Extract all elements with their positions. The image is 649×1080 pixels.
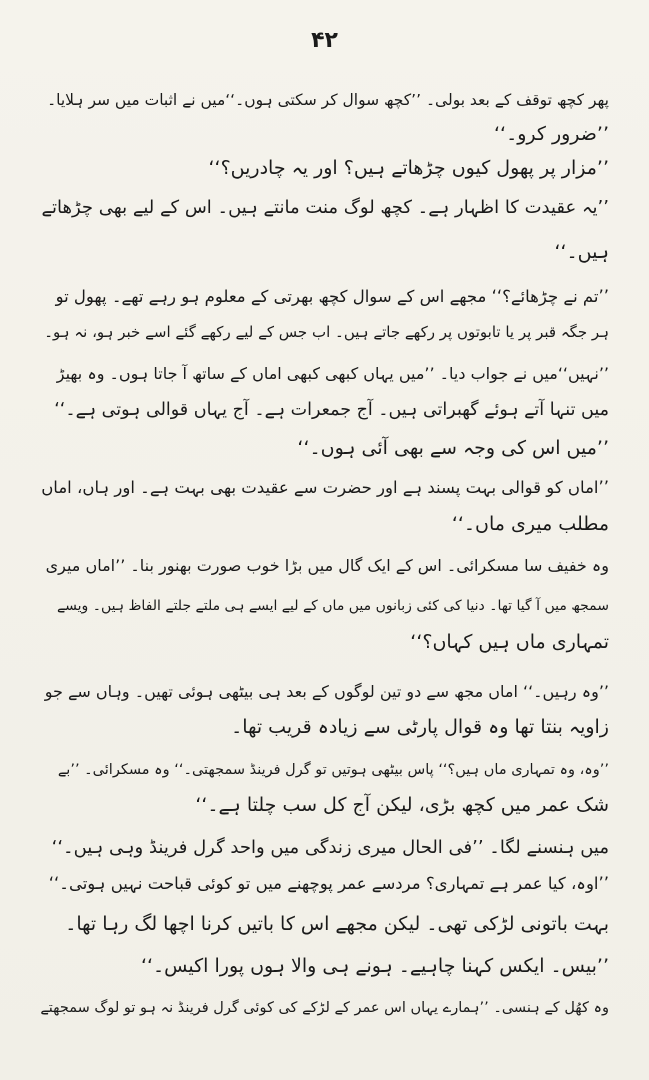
text-line: ’’میں اس کی وجہ سے بھی آئی ہوں۔‘‘ <box>297 437 609 459</box>
page-number: ۴۲ <box>311 28 338 53</box>
text-line: میں ہنسنے لگا۔ ’’فی الحال میری زندگی میں واحد گرل فرینڈ وہی ہیں۔‘‘ <box>51 837 609 858</box>
text-line: ’’ضرور کرو۔‘‘ <box>493 123 609 145</box>
text-line: ہر جگہ قبر پر یا تابوتوں پر رکھے جاتے ہیں۔ اب جس کے لیے رکھے گئے اسے خبر ہو، نہ ہو۔ <box>44 323 609 341</box>
text-line: ’’اماں کو قوالی بہت پسند ہے اور حضرت سے عقیدت بھی بہت ہے۔ اور ہاں، اماں <box>41 478 609 497</box>
text-line: ’’یہ عقیدت کا اظہار ہے۔ کچھ لوگ منت مانتے ہیں۔ اس کے لیے بھی چڑھاتے <box>41 197 609 218</box>
text-line: زاویہ بنتا تھا وہ قوال پارٹی سے زیادہ قریب تھا۔ <box>231 716 609 738</box>
text-line: ہیں۔‘‘ <box>554 241 609 263</box>
text-line: ’’وہ رہیں۔‘‘ اماں مجھ سے دو تین لوگوں کے بعد ہی بیٹھی ہوئی تھیں۔ وہاں سے جو <box>44 682 609 701</box>
text-line: وہ خفیف سا مسکرائی۔ اس کے ایک گال میں بڑا خوب صورت بھنور بنا۔ ’’اماں میری <box>45 556 609 575</box>
text-line: ’’تم نے چڑھائے؟‘‘ مجھے اس کے سوال کچھ بھرتی کے معلوم ہو رہے تھے۔ پھول تو <box>55 287 609 306</box>
text-line: وہ کھُل کے ہنسی۔ ’’ہمارے یہاں اس عمر کے لڑکے کی کوئی گرل فرینڈ نہ ہو تو لوگ سمجھتے <box>40 1000 609 1016</box>
text-line: ’’اوہ، کیا عمر ہے تمہاری؟ مردسے عمر پوچھنے میں تو کوئی قباحت نہیں ہوتی۔‘‘ <box>48 874 609 893</box>
text-line: ’’مزار پر پھول کیوں چڑھاتے ہیں؟ اور یہ چادریں؟‘‘ <box>208 157 609 179</box>
text-line: ’’وہ، وہ تمہاری ماں ہیں؟‘‘ پاس بیٹھی ہوتیں تو گرل فرینڈ سمجھتی۔‘‘ وہ مسکرائی۔ ’’بے <box>57 762 609 778</box>
text-line: مطلب میری ماں۔‘‘ <box>451 513 609 535</box>
text-line: سمجھ میں آ گیا تھا۔ دنیا کی کئی زبانوں میں ماں کے لیے ایسے ہی ملتے جلتے الفاظ ہیں۔ ویسے <box>56 598 609 614</box>
text-line: ’’نہیں‘‘میں نے جواب دیا۔ ’’میں یہاں کبھی کبھی اماں کے ساتھ آ جاتا ہوں۔ وہ بھیڑ <box>56 364 609 383</box>
text-line: تمہاری ماں ہیں کہاں؟‘‘ <box>410 631 609 653</box>
text-line: میں تنہا آتے ہوئے گھبراتی ہیں۔ آج جمعرات ہے۔ آج یہاں قوالی ہوتی ہے۔‘‘ <box>54 400 609 420</box>
text-line: پھر کچھ توقف کے بعد بولی۔ ’’کچھ سوال کر سکتی ہوں۔‘‘میں نے اثبات میں سر ہلایا۔ <box>47 91 609 109</box>
text-line: بہت باتونی لڑکی تھی۔ لیکن مجھے اس کا باتیں کرنا اچھا لگ رہا تھا۔ <box>65 913 609 935</box>
text-line: شک عمر میں کچھ بڑی، لیکن آج کل سب چلتا ہے۔‘‘ <box>195 794 609 816</box>
text-line: ’’بیس۔ ایکس کہنا چاہیے۔ ہونے ہی والا ہوں پورا اکیس۔‘‘ <box>140 955 609 977</box>
